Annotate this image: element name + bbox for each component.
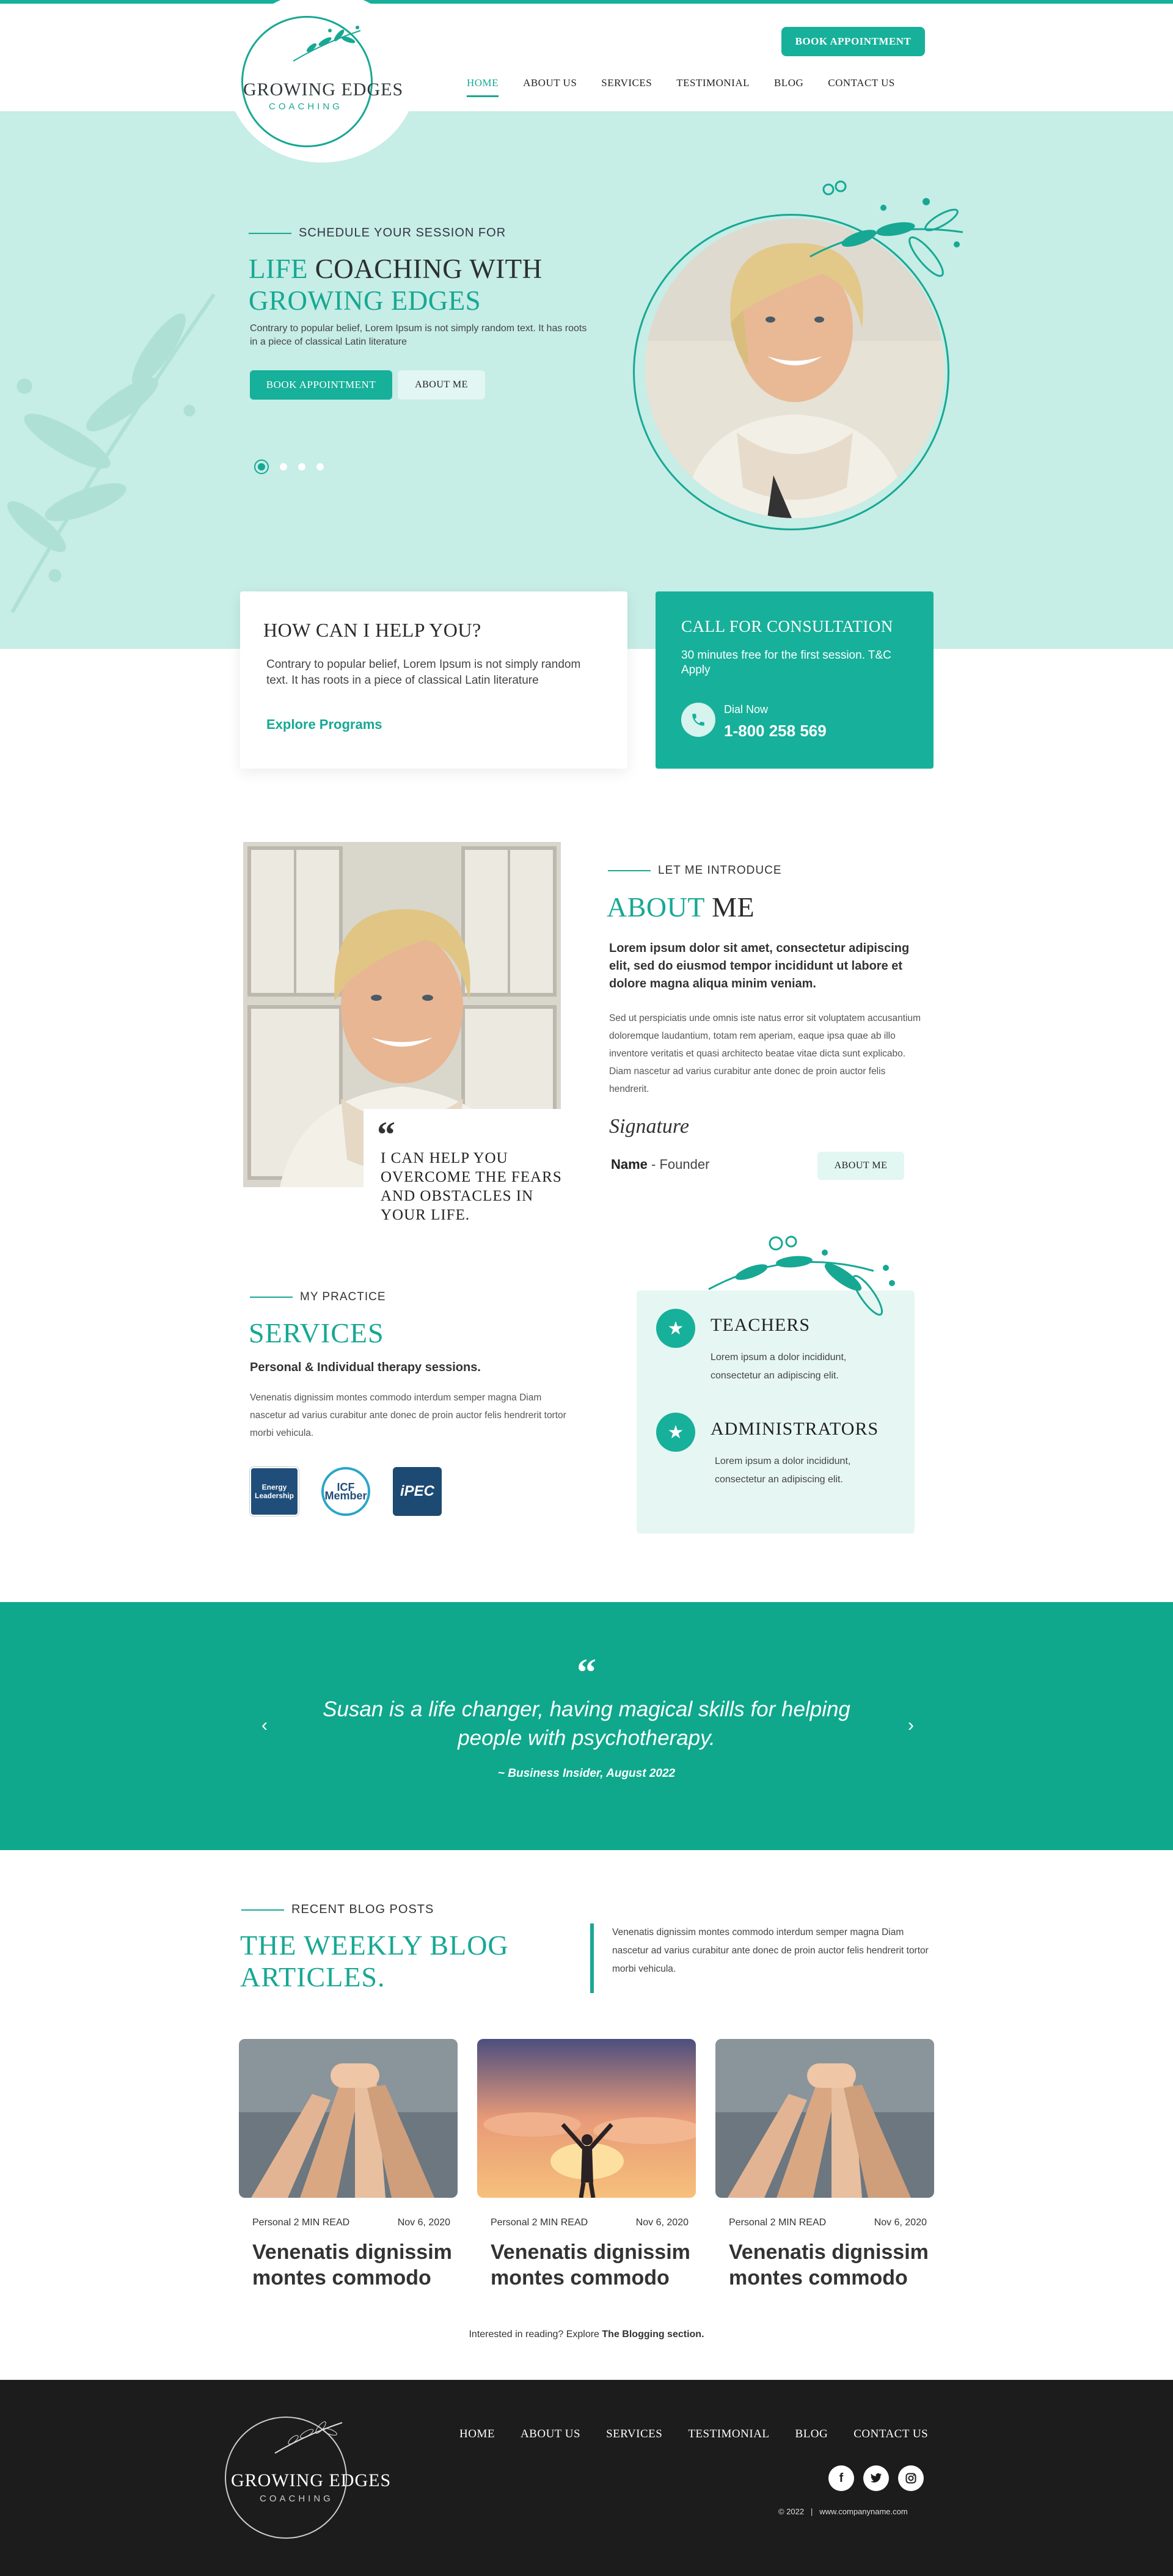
service-title-administrators[interactable]: ADMINISTRATORS: [711, 1419, 879, 1439]
star-icon: ★: [656, 1413, 695, 1452]
nav-about[interactable]: ABOUT US: [523, 77, 577, 89]
hero-book-appointment-button[interactable]: BOOK APPOINTMENT: [250, 370, 392, 400]
services-kicker: [250, 1290, 386, 1304]
services-title: SERVICES: [249, 1317, 384, 1348]
testimonial-quote-icon: “: [577, 1650, 596, 1694]
energy-leadership-badge: Energy Leadership: [250, 1467, 299, 1516]
slider-dots: [254, 459, 324, 474]
help-text: Contrary to popular belief, Lorem Ipsum is not simply random text. It has roots in a piece of classical Latin literature: [266, 658, 581, 687]
hero-photo-frame: [633, 171, 951, 525]
copyright-text: © 2022: [778, 2507, 805, 2516]
about-quote-box: [364, 1109, 571, 1237]
consult-title: CALL FOR CONSULTATION: [681, 617, 893, 635]
blog-card[interactable]: [715, 2039, 934, 2291]
blog-category[interactable]: Personal 2 MIN READ: [252, 2217, 350, 2228]
credential-badges: [250, 1467, 442, 1516]
hero-kicker-text: SCHEDULE YOUR SESSION FOR: [299, 226, 506, 240]
facebook-icon[interactable]: f: [828, 2465, 854, 2491]
blog-card-title[interactable]: Venenatis dignissim montes commodo: [491, 2241, 690, 2289]
footer-nav-blog[interactable]: BLOG: [795, 2428, 828, 2440]
slider-dot-1[interactable]: [254, 459, 269, 474]
kicker-line: [241, 1909, 284, 1911]
blog-date: Nov 6, 2020: [397, 2217, 450, 2228]
consultation-card: [656, 591, 934, 769]
footer-nav-about[interactable]: ABOUT US: [520, 2428, 581, 2440]
help-card: [240, 591, 627, 769]
blog-kicker: [241, 1903, 434, 1917]
help-title: HOW CAN I HELP YOU?: [263, 619, 481, 641]
testimonial-text: Susan is a life changer, having magical skills for helping people with psychotherapy.: [323, 1697, 850, 1750]
instagram-icon[interactable]: [898, 2465, 924, 2491]
quote-icon: “: [377, 1114, 395, 1155]
blog-meta: [715, 2217, 934, 2228]
services-text: Venenatis dignissim montes commodo interdum semper magna Diam nascetur ad varius curabitur ante donec de proin auctor felis hendrerit tortor morbi vehicula.: [250, 1392, 566, 1438]
founder-name-label: Name: [611, 1157, 648, 1172]
nav-contact[interactable]: CONTACT US: [828, 77, 895, 89]
blog-category[interactable]: Personal 2 MIN READ: [729, 2217, 827, 2228]
leaf-icon: [269, 2410, 348, 2459]
footer-nav-home[interactable]: HOME: [459, 2428, 495, 2440]
kicker-line: [250, 1297, 293, 1298]
founder-name: [611, 1157, 709, 1173]
blogging-section-link[interactable]: The Blogging section.: [602, 2329, 704, 2340]
nav-home[interactable]: HOME: [467, 77, 499, 97]
hero-title-accent-1: LIFE: [249, 254, 308, 284]
nav-blog[interactable]: BLOG: [774, 77, 804, 89]
site-link[interactable]: www.companyname.com: [819, 2507, 908, 2516]
blog-date: Nov 6, 2020: [635, 2217, 689, 2228]
branch-icon: [804, 171, 975, 318]
about-title-rest: ME: [704, 891, 755, 923]
about-body: Sed ut perspiciatis unde omnis iste natus error sit voluptatem accusantium doloremque laudantium, totam rem aperiam, eaque ipsa quae ab illo inventore veritatis et quasi architecto beatae vitae dicta sunt explicabo. Diam nascetur ad varius curabitur ante donec de proin auctor felis hendrerit.: [609, 1013, 921, 1094]
nav-testimonial[interactable]: TESTIMONIAL: [676, 77, 750, 89]
about-title: [607, 891, 755, 923]
blog-date: Nov 6, 2020: [874, 2217, 927, 2228]
about-kicker: [608, 864, 782, 877]
social-links: [828, 2465, 924, 2491]
blog-intro: Venenatis dignissim montes commodo interdum semper magna Diam nascetur ad varius curabitur ante donec de proin auctor felis hendrerit tortor morbi vehicula.: [590, 1923, 935, 1993]
hero-kicker: [249, 226, 506, 240]
footer-nav-testimonial[interactable]: TESTIMONIAL: [688, 2428, 770, 2440]
footer-nav-contact[interactable]: CONTACT US: [853, 2428, 929, 2440]
hero-title: [249, 253, 543, 317]
book-appointment-button[interactable]: BOOK APPOINTMENT: [781, 27, 925, 56]
about-lead: Lorem ipsum dolor sit amet, consectetur adipiscing elit, sed do eiusmod tempor incididunt ut labore et dolore magna aliqua minim veniam.: [609, 942, 910, 990]
main-nav: [467, 77, 895, 97]
phone-number[interactable]: 1-800 258 569: [724, 722, 827, 740]
services-subtitle: Personal & Individual therapy sessions.: [250, 1361, 481, 1374]
decorative-leaf-icon: [0, 258, 232, 624]
blog-more-text: [0, 2329, 1173, 2340]
footer-nav-services[interactable]: SERVICES: [606, 2428, 663, 2440]
footer-nav: [459, 2428, 928, 2441]
hero-text: Contrary to popular belief, Lorem Ipsum is not simply random text. It has roots in a piece of classical Latin literature: [250, 323, 587, 347]
blog-card-title[interactable]: Venenatis dignissim montes commodo: [729, 2241, 929, 2289]
copyright-separator: |: [810, 2507, 813, 2516]
icf-member-badge: ICF Member: [321, 1467, 370, 1516]
blog-kicker-text: RECENT BLOG POSTS: [291, 1903, 434, 1916]
branch-icon: [703, 1234, 910, 1344]
blog-more-prefix: Interested in reading? Explore: [469, 2329, 602, 2340]
about-kicker-text: LET ME INTRODUCE: [658, 864, 782, 877]
slider-dot-2[interactable]: [280, 463, 287, 470]
slider-dot-4[interactable]: [316, 463, 324, 470]
service-text-administrators: Lorem ipsum a dolor incididunt, consectetur an adipiscing elit.: [715, 1456, 851, 1485]
testimonial-source: ~ Business Insider, August 2022: [497, 1767, 676, 1780]
blog-image-hands[interactable]: [239, 2039, 458, 2198]
blog-meta: [477, 2217, 696, 2228]
blog-card[interactable]: [477, 2039, 696, 2291]
services-kicker-text: MY PRACTICE: [300, 1290, 386, 1303]
testimonial-section: [0, 1602, 1173, 1850]
dial-now-label: Dial Now: [724, 703, 769, 715]
site-header: [0, 4, 1173, 111]
about-quote-text: I CAN HELP YOU OVERCOME THE FEARS AND OBSTACLES IN YOUR LIFE.: [381, 1150, 562, 1223]
logo-name[interactable]: GROWING EDGES: [243, 79, 404, 100]
blog-card[interactable]: [239, 2039, 458, 2291]
consult-text: 30 minutes free for the first session. T&C Apply: [681, 649, 891, 676]
kicker-line: [249, 233, 291, 234]
hero-title-rest-1: COACHING WITH: [308, 254, 543, 284]
footer-logo-name[interactable]: GROWING EDGES: [231, 2470, 392, 2490]
signature-image: Signature: [609, 1115, 689, 1138]
star-icon: ★: [656, 1309, 695, 1348]
leaf-icon: [287, 18, 367, 67]
blog-meta: [239, 2217, 458, 2228]
logo-sub: COACHING: [269, 101, 343, 112]
blog-title: THE WEEKLY BLOG ARTICLES.: [240, 1930, 509, 1992]
hero-section: [0, 111, 1173, 649]
explore-programs-link[interactable]: Explore Programs: [266, 717, 382, 732]
copyright: [778, 2507, 908, 2516]
next-arrow-icon[interactable]: ›: [908, 1715, 914, 1735]
site-footer: [0, 2380, 1173, 2576]
nav-services[interactable]: SERVICES: [601, 77, 652, 89]
blog-cards: [239, 2039, 934, 2291]
prev-arrow-icon[interactable]: ‹: [261, 1715, 268, 1735]
kicker-line: [608, 870, 651, 871]
ipec-badge: iPEC: [393, 1467, 442, 1516]
blog-card-title[interactable]: Venenatis dignissim montes commodo: [252, 2241, 452, 2289]
twitter-icon[interactable]: [863, 2465, 889, 2491]
phone-icon[interactable]: [681, 703, 715, 737]
slider-dot-3[interactable]: [298, 463, 305, 470]
about-title-accent: ABOUT: [607, 891, 705, 923]
service-text-teachers: Lorem ipsum a dolor incididunt, consectetur an adipiscing elit.: [711, 1352, 847, 1381]
hero-about-me-button[interactable]: ABOUT ME: [398, 370, 485, 400]
hero-title-accent-2: GROWING EDGES: [249, 285, 481, 316]
service-title-teachers[interactable]: TEACHERS: [711, 1315, 811, 1335]
blog-image-hands[interactable]: [715, 2039, 934, 2198]
founder-role: - Founder: [647, 1157, 710, 1172]
blog-category[interactable]: Personal 2 MIN READ: [491, 2217, 588, 2228]
blog-image-sunset[interactable]: [477, 2039, 696, 2198]
footer-logo-sub: COACHING: [260, 2494, 334, 2504]
about-me-button[interactable]: ABOUT ME: [817, 1152, 904, 1180]
